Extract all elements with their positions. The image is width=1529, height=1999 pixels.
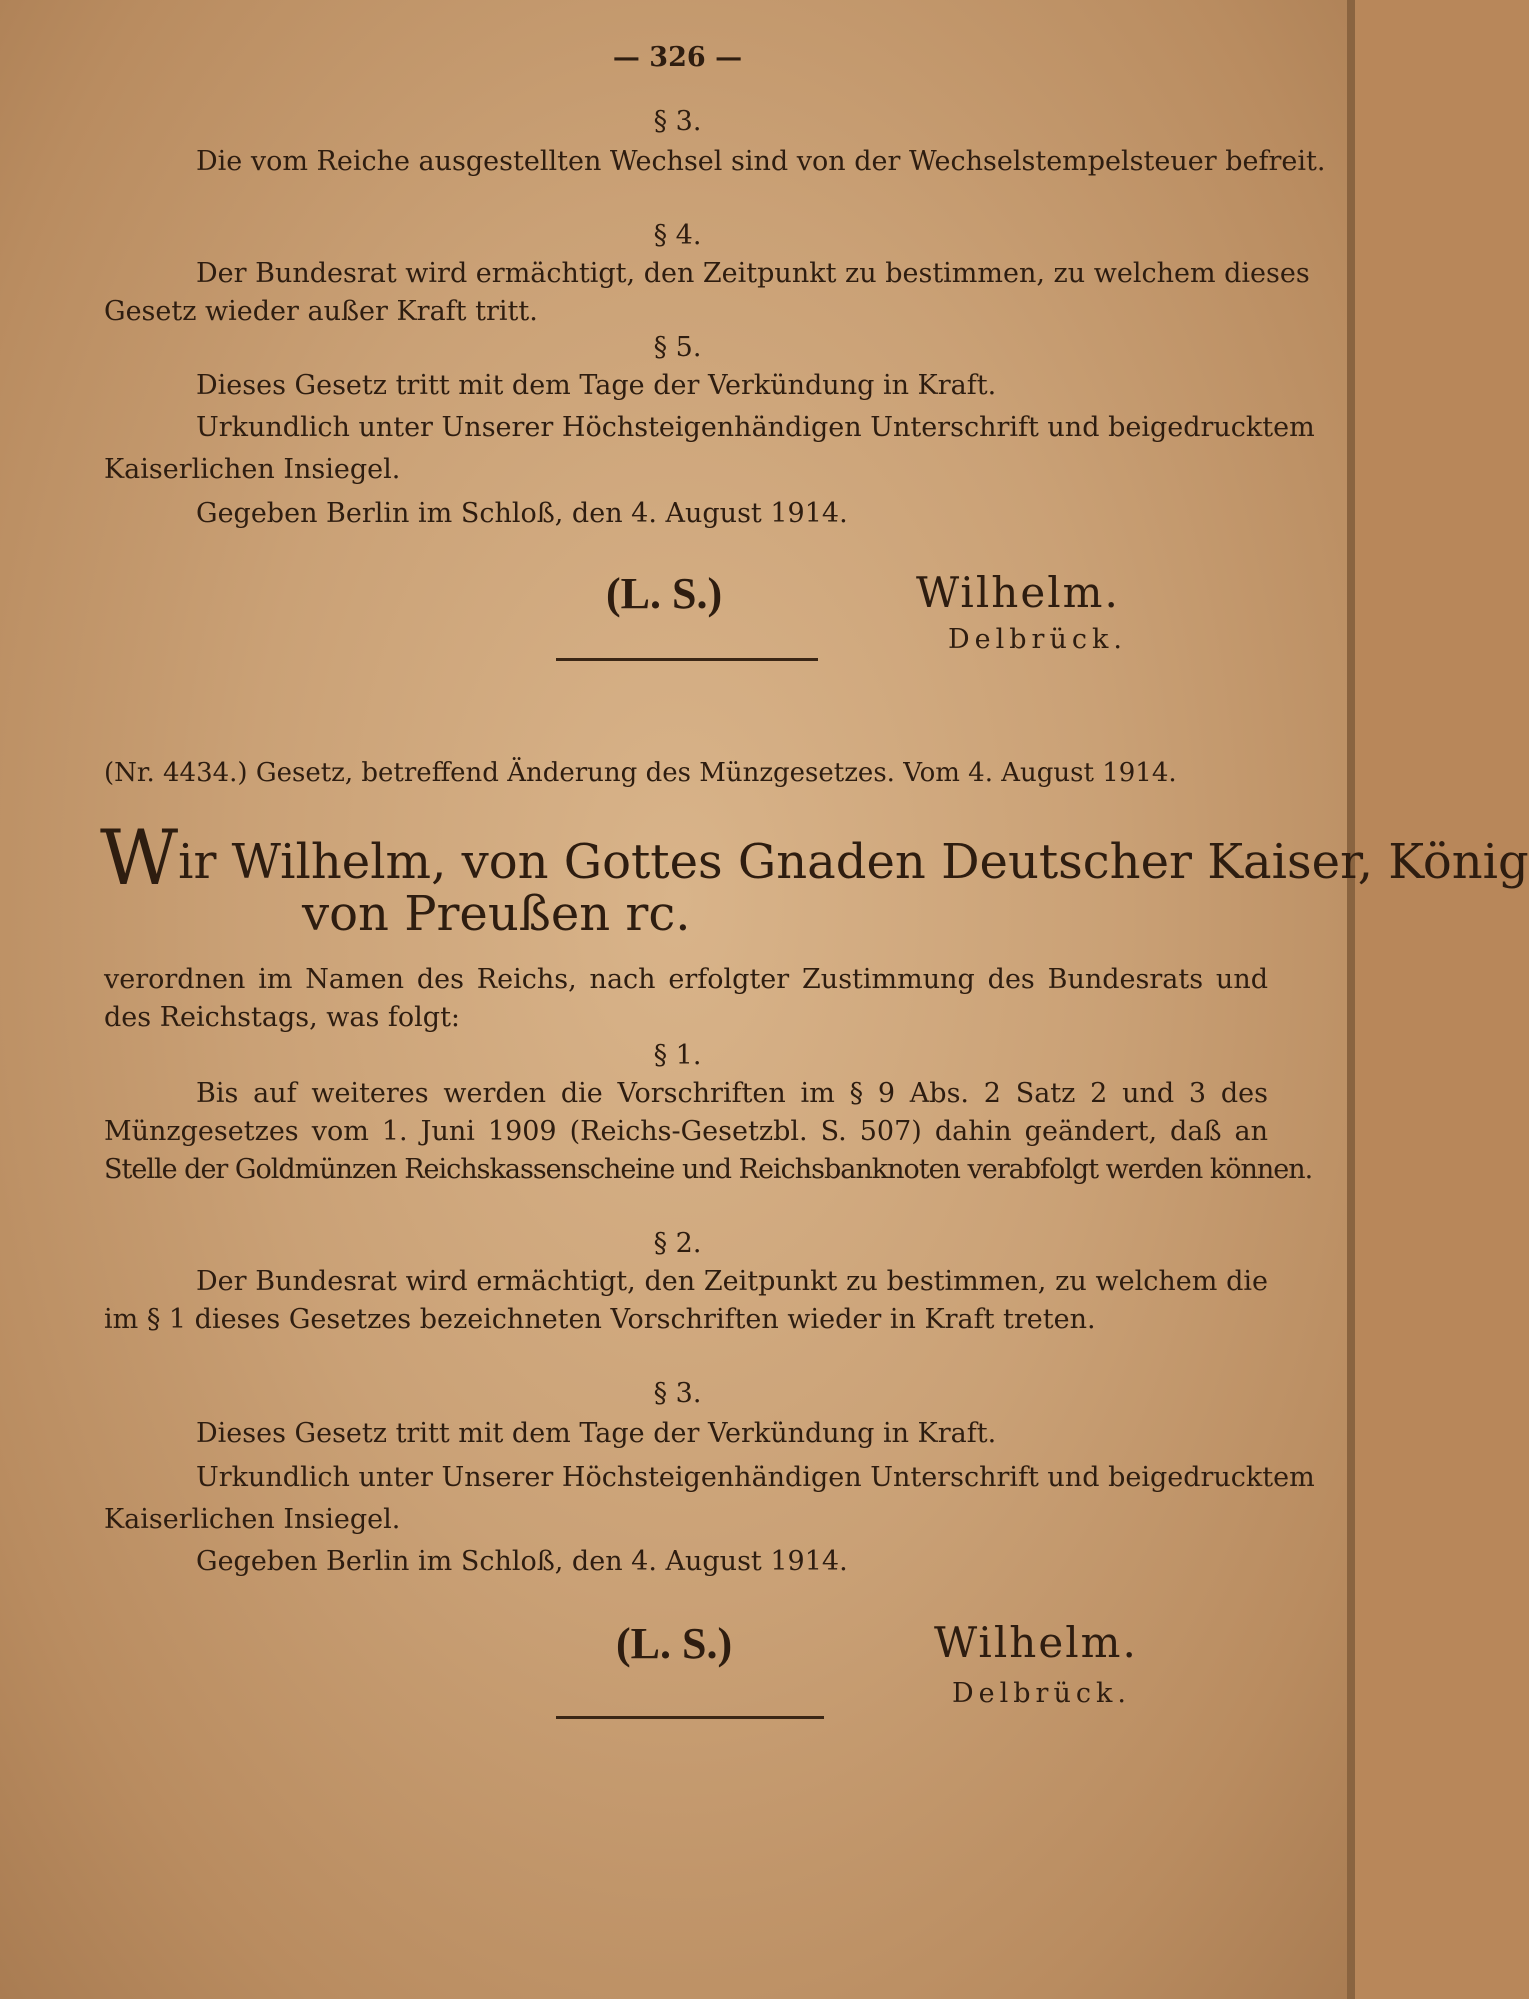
second-act-end-rule bbox=[556, 1716, 824, 1719]
first-act-signature: Wilhelm. bbox=[916, 568, 1120, 617]
first-act-sec4-line1: Der Bundesrat wird ermächtigt, den Zeitpunkt zu bestimmen, zu welchem dieses bbox=[196, 258, 1310, 289]
second-act-sec1-heading: § 1. bbox=[653, 1040, 702, 1071]
first-act-attest-line1: Urkundlich unter Unserer Höchsteigenhändigen Unterschrift und beigedrucktem bbox=[196, 412, 1315, 443]
second-act-intro-line1 bbox=[100, 813, 1529, 902]
intro-line1-text: ir Wilhelm, von Gottes Gnaden Deutscher Kaiser, König bbox=[178, 834, 1529, 890]
second-act-decree-line2: des Reichstags, was folgt: bbox=[104, 1002, 461, 1033]
second-act-sec1-line2: Münzgesetzes vom 1. Juni 1909 (Reichs-Gesetzbl. S. 507) dahin geändert, daß an bbox=[104, 1116, 1268, 1147]
second-act-seal: (L. S.) bbox=[616, 1619, 733, 1668]
second-act-intro-line2: von Preußen rc. bbox=[302, 886, 691, 942]
second-act-decree-line1: verordnen im Namen des Reichs, nach erfolgter Zustimmung des Bundesrats und bbox=[104, 964, 1268, 995]
second-act-sec2-heading: § 2. bbox=[653, 1228, 702, 1259]
first-act-sec5-text: Dieses Gesetz tritt mit dem Tage der Verkündung in Kraft. bbox=[196, 370, 997, 401]
page-edge bbox=[1347, 0, 1355, 1999]
second-act-sec3-heading: § 3. bbox=[653, 1378, 702, 1409]
second-act-sec2-line1: Der Bundesrat wird ermächtigt, den Zeitpunkt zu bestimmen, zu welchem die bbox=[196, 1266, 1268, 1297]
second-act-signature: Wilhelm. bbox=[934, 1618, 1138, 1667]
first-act-attest-line2: Kaiserlichen Insiegel. bbox=[104, 454, 401, 485]
second-act-countersign: Delbrück. bbox=[952, 1678, 1131, 1709]
first-act-countersign: Delbrück. bbox=[948, 624, 1127, 655]
first-act-seal: (L. S.) bbox=[606, 569, 723, 618]
second-act-sec3-text: Dieses Gesetz tritt mit dem Tage der Verkündung in Kraft. bbox=[196, 1418, 997, 1449]
second-act-header: (Nr. 4434.) Gesetz, betreffend Änderung des Münzgesetzes. Vom 4. August 1914. bbox=[104, 758, 1177, 788]
second-act-given: Gegeben Berlin im Schloß, den 4. August 1914. bbox=[196, 1546, 848, 1577]
second-act-sec1-line1: Bis auf weiteres werden die Vorschriften im § 9 Abs. 2 Satz 2 und 3 des bbox=[196, 1078, 1268, 1109]
page-number: — 326 — bbox=[612, 42, 743, 73]
second-act-attest-line2: Kaiserlichen Insiegel. bbox=[104, 1504, 401, 1535]
first-act-sec3-heading: § 3. bbox=[653, 106, 702, 137]
second-act-attest-line1: Urkundlich unter Unserer Höchsteigenhändigen Unterschrift und beigedrucktem bbox=[196, 1462, 1315, 1493]
intro-initial: W bbox=[100, 813, 179, 902]
first-act-given: Gegeben Berlin im Schloß, den 4. August 1914. bbox=[196, 498, 848, 529]
first-act-sec4-heading: § 4. bbox=[653, 220, 702, 251]
second-act-sec1-line3: Stelle der Goldmünzen Reichskassenscheine und Reichsbanknoten verabfolgt werden können. bbox=[104, 1154, 1313, 1185]
first-act-sec5-heading: § 5. bbox=[653, 332, 702, 363]
second-act-sec2-line2: im § 1 dieses Gesetzes bezeichneten Vorschriften wieder in Kraft treten. bbox=[104, 1304, 1096, 1335]
first-act-end-rule bbox=[556, 658, 818, 661]
first-act-sec4-line2: Gesetz wieder außer Kraft tritt. bbox=[104, 296, 538, 327]
first-act-sec3-text: Die vom Reiche ausgestellten Wechsel sind von der Wechselstempelsteuer befreit. bbox=[196, 146, 1326, 177]
